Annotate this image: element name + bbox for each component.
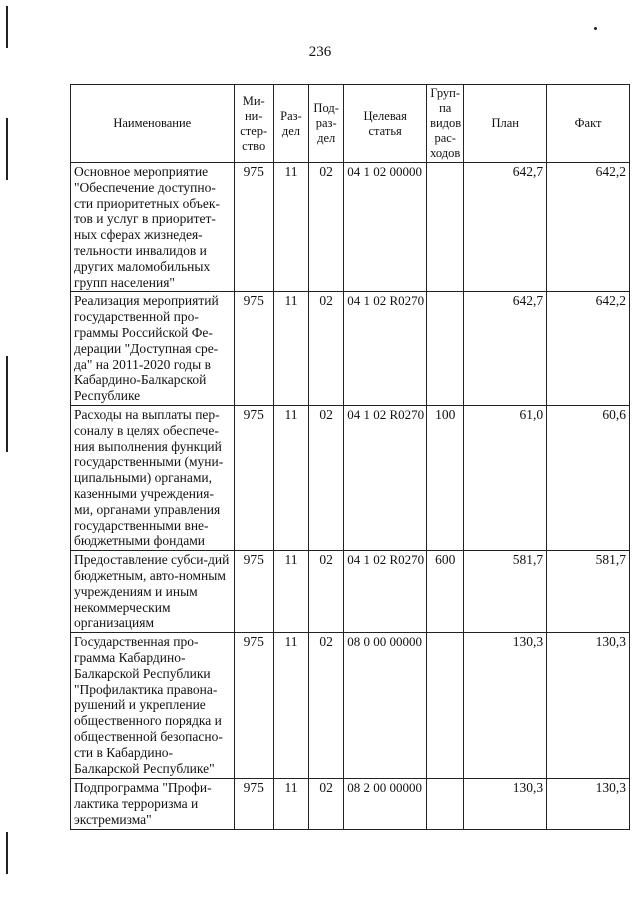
page-number: 236: [308, 44, 332, 60]
row-subsection: 02: [309, 633, 344, 779]
row-name: Подпрограмма "Профи-лактика терроризма и экстремизма": [71, 779, 235, 829]
budget-table: [70, 84, 630, 830]
row-fact: 581,7: [547, 551, 630, 633]
row-ministry: 975: [234, 633, 273, 779]
scan-dot-mark: [594, 27, 597, 30]
row-name: Государственная про-грамма Кабардино-Балкарской Республики "Профилактика правона-рушений и укрепление общественного порядка и общественной безопасно-сти в Кабардино-Балкарской Республике": [71, 633, 235, 779]
header-ministry: Ми- ни- стер- ство: [234, 85, 273, 163]
row-plan: 61,0: [464, 405, 547, 550]
row-name: Предоставление субси-дий бюджетным, авто-номным учреждениям и иным некоммерческим организациям: [71, 551, 235, 633]
scan-edge-mark-lower: [6, 356, 8, 452]
row-fact: 130,3: [547, 633, 630, 779]
row-expense-group: 600: [427, 551, 464, 633]
row-expense-group: 100: [427, 405, 464, 550]
row-subsection: 02: [309, 405, 344, 550]
scan-edge-mark-middle: [6, 118, 8, 180]
header-subsection: Под- раз- дел: [309, 85, 344, 163]
row-expense-group: [427, 633, 464, 779]
row-target: 04 1 02 R0270: [344, 292, 427, 406]
row-plan: 581,7: [464, 551, 547, 633]
table-row: [71, 163, 630, 292]
row-plan: 642,7: [464, 163, 547, 292]
row-name: Основное мероприятие "Обеспечение доступно-сти приоритетных объек-тов и услуг в приоритет-ных сферах жизнедея-тельности инвалидов и других маломобильных групп населения": [71, 163, 235, 292]
budget-table-container: [70, 84, 630, 830]
row-ministry: 975: [234, 163, 273, 292]
row-expense-group: [427, 292, 464, 406]
row-section: 11: [273, 163, 308, 292]
header-section: Раз- дел: [273, 85, 308, 163]
row-fact: 130,3: [547, 779, 630, 829]
row-name: Реализация мероприятий государственной про-граммы Российской Фе-дерации "Доступная сре-да" на 2011-2020 годы в Кабардино-Балкарской Республике: [71, 292, 235, 406]
header-name: Наименование: [71, 85, 235, 163]
row-fact: 642,2: [547, 292, 630, 406]
row-section: 11: [273, 551, 308, 633]
row-fact: 642,2: [547, 163, 630, 292]
table-header-row: [71, 85, 630, 163]
row-ministry: 975: [234, 779, 273, 829]
row-plan: 130,3: [464, 633, 547, 779]
scan-edge-mark-top: [6, 6, 8, 48]
header-expense-group: Груп- па видов рас- ходов: [427, 85, 464, 163]
table-row: [71, 292, 630, 406]
row-target: 04 1 02 R0270: [344, 405, 427, 550]
table-row: [71, 551, 630, 633]
row-plan: 130,3: [464, 779, 547, 829]
header-fact: Факт: [547, 85, 630, 163]
row-expense-group: [427, 779, 464, 829]
row-subsection: 02: [309, 292, 344, 406]
row-ministry: 975: [234, 405, 273, 550]
header-target: Целевая статья: [344, 85, 427, 163]
row-name: Расходы на выплаты пер-соналу в целях обеспече-ния выполнения функций государственными (муни-ципальными) органами, казенными учреждения-ми, органами управления государственными вне-бюджетными фондами: [71, 405, 235, 550]
row-subsection: 02: [309, 551, 344, 633]
row-ministry: 975: [234, 551, 273, 633]
table-row: [71, 779, 630, 829]
header-plan: План: [464, 85, 547, 163]
row-subsection: 02: [309, 779, 344, 829]
row-section: 11: [273, 405, 308, 550]
row-ministry: 975: [234, 292, 273, 406]
row-subsection: 02: [309, 163, 344, 292]
row-section: 11: [273, 779, 308, 829]
row-plan: 642,7: [464, 292, 547, 406]
row-target: 08 2 00 00000: [344, 779, 427, 829]
table-row: [71, 405, 630, 550]
row-expense-group: [427, 163, 464, 292]
row-target: 04 1 02 R0270: [344, 551, 427, 633]
row-target: 08 0 00 00000: [344, 633, 427, 779]
scan-edge-mark-bottom: [6, 832, 8, 874]
row-section: 11: [273, 633, 308, 779]
row-section: 11: [273, 292, 308, 406]
table-row: [71, 633, 630, 779]
row-fact: 60,6: [547, 405, 630, 550]
row-target: 04 1 02 00000: [344, 163, 427, 292]
